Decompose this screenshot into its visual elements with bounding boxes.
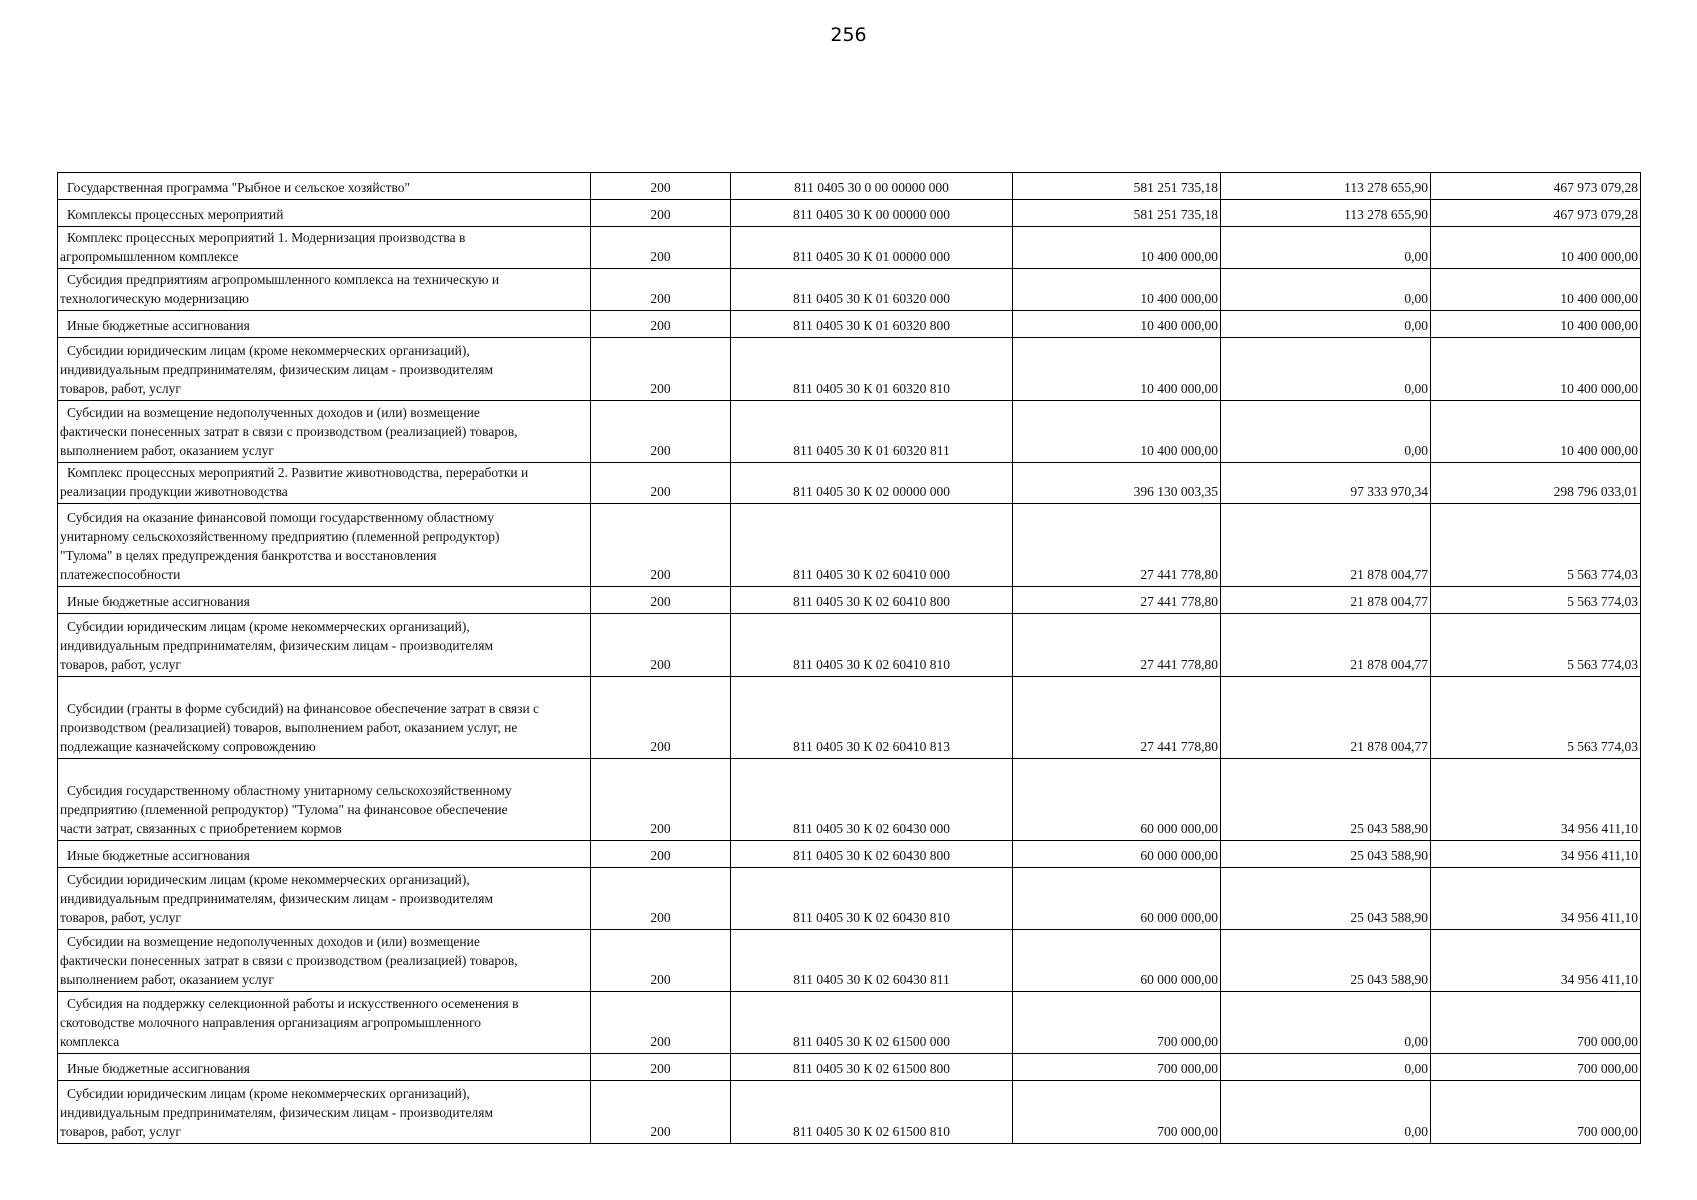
row-amount-1: 700 000,00 <box>1013 992 1221 1054</box>
row-section-code: 200 <box>591 868 731 930</box>
row-section-code: 200 <box>591 992 731 1054</box>
row-amount-3: 700 000,00 <box>1431 992 1641 1054</box>
row-amount-3: 10 400 000,00 <box>1431 227 1641 269</box>
row-section-code: 200 <box>591 173 731 200</box>
row-budget-code: 811 0405 30 К 02 61500 810 <box>731 1081 1013 1144</box>
row-section-code: 200 <box>591 614 731 677</box>
row-description <box>58 401 591 463</box>
table-row <box>58 311 1641 338</box>
row-amount-2: 25 043 588,90 <box>1221 759 1431 841</box>
row-section-code: 200 <box>591 269 731 311</box>
row-amount-3: 10 400 000,00 <box>1431 401 1641 463</box>
row-amount-1: 10 400 000,00 <box>1013 269 1221 311</box>
description-line: Иные бюджетные ассигнования <box>67 848 250 863</box>
row-amount-2: 113 278 655,90 <box>1221 173 1431 200</box>
row-amount-2: 113 278 655,90 <box>1221 200 1431 227</box>
row-budget-code: 811 0405 30 К 02 60410 810 <box>731 614 1013 677</box>
description-line: индивидуальным предпринимателям, физическим лицам - производителям <box>60 638 494 653</box>
row-amount-2: 25 043 588,90 <box>1221 930 1431 992</box>
description-line: фактически понесенных затрат в связи с производством (реализацией) товаров, <box>60 424 518 439</box>
description-line: части затрат, связанных с приобретением кормов <box>60 821 342 836</box>
description-line: выполнением работ, оказанием услуг <box>60 972 274 987</box>
row-description <box>58 930 591 992</box>
description-line: Государственная программа "Рыбное и сельское хозяйство" <box>67 180 411 195</box>
description-line: унитарному сельскохозяйственному предприятию (племенной репродуктор) <box>60 529 500 544</box>
row-budget-code: 811 0405 30 К 02 00000 000 <box>731 463 1013 504</box>
table-row <box>58 504 1641 587</box>
table-row <box>58 930 1641 992</box>
description-line: Субсидия на поддержку селекционной работы и искусственного осеменения в <box>67 996 519 1011</box>
row-amount-2: 25 043 588,90 <box>1221 841 1431 868</box>
row-amount-2: 21 878 004,77 <box>1221 614 1431 677</box>
description-line: Субсидии на возмещение недополученных доходов и (или) возмещение <box>67 405 480 420</box>
row-budget-code: 811 0405 30 К 01 60320 810 <box>731 338 1013 401</box>
row-description <box>58 269 591 311</box>
row-description <box>58 992 591 1054</box>
description-line: Субсидии юридическим лицам (кроме некоммерческих организаций), <box>67 872 470 887</box>
table-row <box>58 269 1641 311</box>
table-row <box>58 338 1641 401</box>
row-budget-code: 811 0405 30 К 01 60320 811 <box>731 401 1013 463</box>
row-section-code: 200 <box>591 463 731 504</box>
description-line: Комплекс процессных мероприятий 1. Модернизация производства в <box>67 230 466 245</box>
row-budget-code: 811 0405 30 К 00 00000 000 <box>731 200 1013 227</box>
table-row <box>58 677 1641 759</box>
row-section-code: 200 <box>591 401 731 463</box>
row-section-code: 200 <box>591 200 731 227</box>
description-line: фактически понесенных затрат в связи с производством (реализацией) товаров, <box>60 953 518 968</box>
budget-table <box>57 172 1641 1144</box>
row-amount-1: 60 000 000,00 <box>1013 759 1221 841</box>
row-amount-2: 0,00 <box>1221 1054 1431 1081</box>
row-description <box>58 504 591 587</box>
row-amount-1: 10 400 000,00 <box>1013 401 1221 463</box>
row-amount-2: 21 878 004,77 <box>1221 677 1431 759</box>
row-amount-3: 34 956 411,10 <box>1431 841 1641 868</box>
row-amount-3: 467 973 079,28 <box>1431 173 1641 200</box>
row-amount-3: 34 956 411,10 <box>1431 930 1641 992</box>
row-amount-1: 10 400 000,00 <box>1013 311 1221 338</box>
row-amount-3: 5 563 774,03 <box>1431 614 1641 677</box>
description-line: Иные бюджетные ассигнования <box>67 1061 250 1076</box>
description-line: реализации продукции животноводства <box>60 484 288 499</box>
row-budget-code: 811 0405 30 К 01 60320 000 <box>731 269 1013 311</box>
row-budget-code: 811 0405 30 К 02 61500 800 <box>731 1054 1013 1081</box>
table-row <box>58 587 1641 614</box>
description-line: Иные бюджетные ассигнования <box>67 594 250 609</box>
row-amount-3: 700 000,00 <box>1431 1054 1641 1081</box>
description-line: Субсидии на возмещение недополученных доходов и (или) возмещение <box>67 934 480 949</box>
row-description <box>58 1081 591 1144</box>
row-section-code: 200 <box>591 504 731 587</box>
table-row <box>58 759 1641 841</box>
description-line: производством (реализацией) товаров, выполнением работ, оказанием услуг, не <box>60 720 518 735</box>
page-number: 256 <box>830 24 867 46</box>
table-row <box>58 1054 1641 1081</box>
row-amount-2: 0,00 <box>1221 992 1431 1054</box>
description-line: Комплексы процессных мероприятий <box>67 207 284 222</box>
row-budget-code: 811 0405 30 К 02 60430 000 <box>731 759 1013 841</box>
description-line: Субсидии юридическим лицам (кроме некоммерческих организаций), <box>67 619 470 634</box>
row-description <box>58 1054 591 1081</box>
table-row <box>58 841 1641 868</box>
row-section-code: 200 <box>591 1081 731 1144</box>
description-line: платежеспособности <box>60 567 181 582</box>
row-section-code: 200 <box>591 587 731 614</box>
row-description <box>58 338 591 401</box>
row-section-code: 200 <box>591 930 731 992</box>
description-line: Субсидия на оказание финансовой помощи государственному областному <box>67 510 494 525</box>
row-amount-3: 10 400 000,00 <box>1431 269 1641 311</box>
row-budget-code: 811 0405 30 К 02 60430 811 <box>731 930 1013 992</box>
row-amount-1: 700 000,00 <box>1013 1081 1221 1144</box>
row-budget-code: 811 0405 30 К 02 60430 810 <box>731 868 1013 930</box>
row-amount-3: 298 796 033,01 <box>1431 463 1641 504</box>
row-amount-2: 0,00 <box>1221 338 1431 401</box>
row-description <box>58 677 591 759</box>
row-amount-2: 21 878 004,77 <box>1221 587 1431 614</box>
row-budget-code: 811 0405 30 К 02 60430 800 <box>731 841 1013 868</box>
table-row <box>58 868 1641 930</box>
row-amount-2: 25 043 588,90 <box>1221 868 1431 930</box>
description-line: индивидуальным предпринимателям, физическим лицам - производителям <box>60 362 494 377</box>
row-amount-1: 60 000 000,00 <box>1013 930 1221 992</box>
description-line: Иные бюджетные ассигнования <box>67 318 250 333</box>
row-amount-3: 5 563 774,03 <box>1431 504 1641 587</box>
description-line: подлежащие казначейскому сопровождению <box>60 739 316 754</box>
row-amount-1: 27 441 778,80 <box>1013 614 1221 677</box>
description-line: "Тулома" в целях предупреждения банкротства и восстановления <box>60 548 437 563</box>
description-line: Субсидия государственному областному унитарному сельскохозяйственному <box>67 783 512 798</box>
row-amount-2: 0,00 <box>1221 311 1431 338</box>
row-amount-3: 700 000,00 <box>1431 1081 1641 1144</box>
description-line: товаров, работ, услуг <box>60 381 181 396</box>
description-line: индивидуальным предпринимателям, физическим лицам - производителям <box>60 891 494 906</box>
row-amount-1: 60 000 000,00 <box>1013 841 1221 868</box>
row-description <box>58 759 591 841</box>
row-amount-1: 700 000,00 <box>1013 1054 1221 1081</box>
row-description <box>58 227 591 269</box>
row-amount-2: 0,00 <box>1221 1081 1431 1144</box>
description-line: предприятию (племенной репродуктор) "Тулома" на финансовое обеспечение <box>60 802 508 817</box>
row-amount-3: 467 973 079,28 <box>1431 200 1641 227</box>
row-amount-3: 34 956 411,10 <box>1431 868 1641 930</box>
row-section-code: 200 <box>591 841 731 868</box>
row-section-code: 200 <box>591 759 731 841</box>
row-amount-1: 581 251 735,18 <box>1013 200 1221 227</box>
description-line: Субсидия предприятиям агропромышленного комплекса на техническую и <box>67 272 500 287</box>
row-description <box>58 311 591 338</box>
row-amount-1: 581 251 735,18 <box>1013 173 1221 200</box>
row-description <box>58 587 591 614</box>
row-budget-code: 811 0405 30 К 02 60410 813 <box>731 677 1013 759</box>
row-budget-code: 811 0405 30 0 00 00000 000 <box>731 173 1013 200</box>
row-section-code: 200 <box>591 1054 731 1081</box>
row-description <box>58 173 591 200</box>
table-row <box>58 401 1641 463</box>
description-line: выполнением работ, оказанием услуг <box>60 443 274 458</box>
row-amount-3: 5 563 774,03 <box>1431 677 1641 759</box>
table-row <box>58 1081 1641 1144</box>
description-line: Субсидии юридическим лицам (кроме некоммерческих организаций), <box>67 1086 470 1101</box>
row-amount-2: 0,00 <box>1221 227 1431 269</box>
row-amount-1: 10 400 000,00 <box>1013 227 1221 269</box>
row-section-code: 200 <box>591 338 731 401</box>
row-section-code: 200 <box>591 311 731 338</box>
row-amount-1: 60 000 000,00 <box>1013 868 1221 930</box>
budget-table-body <box>58 173 1641 1144</box>
description-line: Субсидии (гранты в форме субсидий) на финансовое обеспечение затрат в связи с <box>67 701 540 716</box>
description-line: индивидуальным предпринимателям, физическим лицам - производителям <box>60 1105 494 1120</box>
row-budget-code: 811 0405 30 К 02 60410 800 <box>731 587 1013 614</box>
table-row <box>58 992 1641 1054</box>
row-amount-2: 0,00 <box>1221 269 1431 311</box>
table-row <box>58 227 1641 269</box>
description-line: технологическую модернизацию <box>60 291 250 306</box>
row-amount-1: 27 441 778,80 <box>1013 677 1221 759</box>
description-line: комплекса <box>60 1034 120 1049</box>
row-budget-code: 811 0405 30 К 02 61500 000 <box>731 992 1013 1054</box>
row-budget-code: 811 0405 30 К 01 00000 000 <box>731 227 1013 269</box>
row-amount-2: 0,00 <box>1221 401 1431 463</box>
row-description <box>58 463 591 504</box>
row-budget-code: 811 0405 30 К 01 60320 800 <box>731 311 1013 338</box>
row-section-code: 200 <box>591 227 731 269</box>
row-section-code: 200 <box>591 677 731 759</box>
row-amount-3: 10 400 000,00 <box>1431 338 1641 401</box>
row-amount-2: 97 333 970,34 <box>1221 463 1431 504</box>
row-description <box>58 868 591 930</box>
description-line: агропромышленном комплексе <box>60 249 239 264</box>
description-line: товаров, работ, услуг <box>60 1124 181 1139</box>
description-line: Субсидии юридическим лицам (кроме некоммерческих организаций), <box>67 343 470 358</box>
table-row <box>58 614 1641 677</box>
row-amount-3: 5 563 774,03 <box>1431 587 1641 614</box>
table-row <box>58 173 1641 200</box>
row-description <box>58 841 591 868</box>
description-line: товаров, работ, услуг <box>60 657 181 672</box>
table-row <box>58 200 1641 227</box>
row-amount-1: 27 441 778,80 <box>1013 504 1221 587</box>
table-row <box>58 463 1641 504</box>
row-amount-3: 34 956 411,10 <box>1431 759 1641 841</box>
row-amount-1: 27 441 778,80 <box>1013 587 1221 614</box>
description-line: скотоводстве молочного направления организациям агропромышленного <box>60 1015 482 1030</box>
description-line: Комплекс процессных мероприятий 2. Развитие животноводства, переработки и <box>67 465 529 480</box>
row-budget-code: 811 0405 30 К 02 60410 000 <box>731 504 1013 587</box>
row-description <box>58 614 591 677</box>
row-amount-1: 396 130 003,35 <box>1013 463 1221 504</box>
row-description <box>58 200 591 227</box>
row-amount-2: 21 878 004,77 <box>1221 504 1431 587</box>
row-amount-3: 10 400 000,00 <box>1431 311 1641 338</box>
description-line: товаров, работ, услуг <box>60 910 181 925</box>
row-amount-1: 10 400 000,00 <box>1013 338 1221 401</box>
